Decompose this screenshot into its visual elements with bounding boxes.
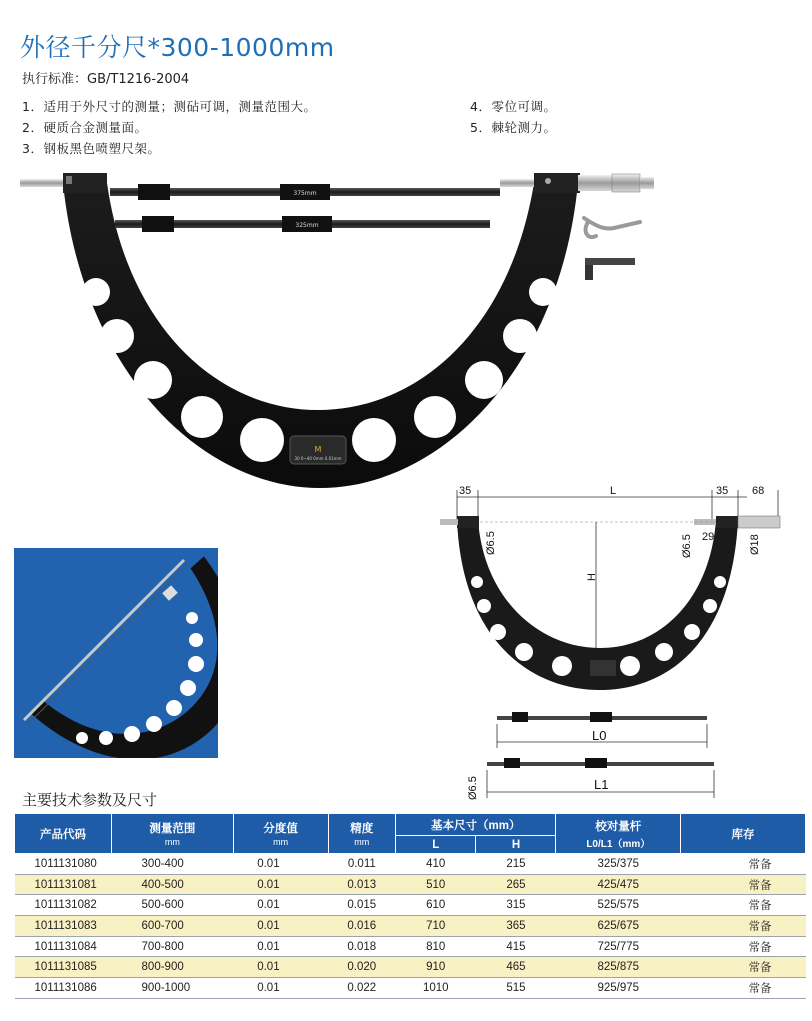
spec-table: [14, 813, 806, 999]
table-row: 1011131085 800-900 0.01 0.020 910 465 825/875 常备: [15, 957, 806, 978]
dim-68: 68: [752, 485, 765, 497]
col-setting-rod: 校对量杆 L0/L1（mm）: [556, 814, 681, 854]
dim-29: 29: [702, 531, 715, 543]
spanner-icon: [584, 218, 640, 237]
table-row: 1011131086 900-1000 0.01 0.022 1010 515 925/975 常备: [15, 978, 806, 999]
setting-rod-375: [110, 184, 500, 200]
col-accuracy: 精度 mm: [328, 814, 395, 854]
dim-L: L: [610, 485, 617, 497]
dim-L0: L0: [592, 728, 607, 743]
dim-35-left: 35: [459, 485, 472, 497]
dim-H: H: [586, 573, 598, 581]
col-L: L: [396, 836, 476, 854]
dim-L1: L1: [594, 777, 609, 792]
dim-35-right: 35: [716, 485, 729, 497]
table-row: 1011131083 600-700 0.01 0.016 710 365 625/675 常备: [15, 916, 806, 937]
col-range: 测量范围 mm: [112, 814, 234, 854]
setting-rod-325: [115, 216, 490, 232]
feature-5: 5．棘轮测力。: [470, 120, 557, 135]
hex-key-icon: [585, 258, 635, 280]
dim-d65-left: Ø6.5: [485, 531, 497, 555]
feature-4: 4．零位可调。: [470, 99, 557, 114]
micrometer-angled-photo: [14, 548, 218, 758]
col-basic-size: 基本尺寸（mm）: [396, 814, 556, 836]
page-title: 外径千分尺*300-1000mm: [20, 33, 335, 62]
table-row: 1011131080 300-400 0.01 0.011 410 215 325/375 常备: [15, 854, 806, 875]
table-row: 1011131082 500-600 0.01 0.015 610 315 525/575 常备: [15, 895, 806, 916]
dim-d18: Ø18: [749, 534, 761, 555]
table-row: 1011131081 400-500 0.01 0.013 510 265 425/475 常备: [15, 874, 806, 895]
rod1-label: 375mm: [293, 190, 317, 197]
table-row: 1011131084 700-800 0.01 0.018 810 415 725/775 常备: [15, 936, 806, 957]
dimension-drawing: [440, 480, 812, 810]
col-H: H: [476, 836, 556, 854]
feature-1: 1．适用于外尺寸的测量；测砧可调，测量范围大。: [22, 99, 317, 114]
dim-d65-mid: Ø6.5: [681, 534, 693, 558]
spec-section-title: 主要技术参数及尺寸: [22, 791, 158, 809]
rod2-label: 325mm: [295, 222, 319, 229]
standard-text: 执行标准：GB/T1216-2004: [22, 72, 190, 87]
col-code: 产品代码: [15, 814, 112, 854]
feature-2: 2．硬质合金测量面。: [22, 120, 148, 135]
col-stock: 库存: [681, 814, 806, 854]
micrometer-photo: [0, 160, 812, 500]
feature-3: 3．钢板黑色喷塑尺架。: [22, 141, 161, 156]
col-resolution: 分度值 mm: [233, 814, 328, 854]
svg-text:M: M: [314, 445, 322, 454]
plate-text: 30 0~40 0mm 0.01mm: [294, 456, 342, 461]
dim-d65-rod: Ø6.5: [467, 776, 479, 800]
